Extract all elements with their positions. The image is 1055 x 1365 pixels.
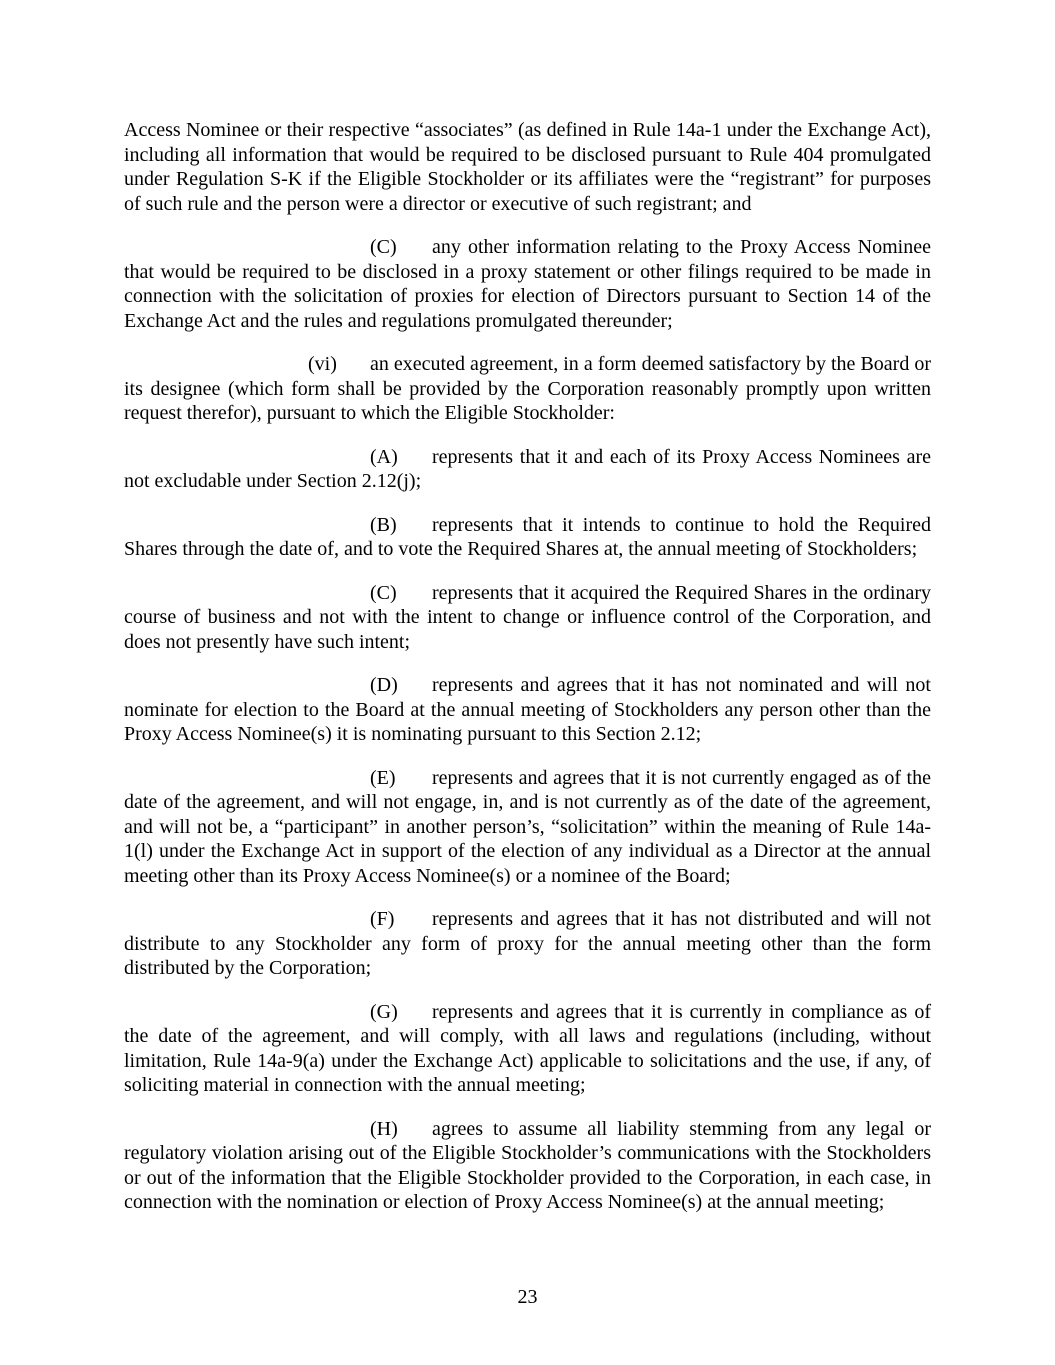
paragraph-text: Access Nominee or their respective “associates” (as defined in Rule 14a-1 under the Exchange Act), including all information that would be required to be disclosed pursuant to Rule 404 promulgated under Regulation S-K if the Eligible Stockholder or its affiliates were the “registrant” for purposes of such rule and the person were a director or executive of such registrant; and [124, 119, 931, 215]
paragraph-label: (F) [370, 908, 395, 930]
paragraph-text: represents and agrees that it has not nominated and will not nominate for election to the Board at the annual meeting of Stockholders any person other than the Proxy Access Nominee(s) it is nominating pursuant to this Section 2.12; [124, 674, 931, 745]
paragraph-item-a [124, 445, 931, 494]
paragraph-label: (B) [370, 513, 397, 536]
paragraph-label: (C) [370, 581, 397, 604]
paragraph-label: (E) [370, 766, 396, 789]
paragraph-text: an executed agreement, in a form deemed satisfactory by the Board or its designee (which form shall be provided by the Corporation reasonably promptly upon written request therefor), pursuant to which the Eligible Stockholder: [124, 353, 931, 424]
paragraph-label: (A) [370, 445, 398, 468]
paragraph-text: represents and agrees that it is currently in compliance as of the date of the agreement, and will comply, with all laws and regulations (including, without limitation, Rule 14a-9(a) under the Exchange Act) applicable to solicitations and the use, if any, of soliciting material in connection with the annual meeting; [124, 1000, 931, 1096]
paragraph-item-h [124, 1117, 931, 1215]
paragraph-label: (C) [370, 236, 397, 258]
paragraph-item-b [124, 513, 931, 562]
paragraph-label: (vi) [308, 353, 337, 375]
paragraph-text: represents that it and each of its Proxy Access Nominees are not excludable under Section 2.12(j); [124, 445, 931, 492]
paragraph-item-c1 [124, 235, 931, 333]
paragraph-item-e [124, 766, 931, 889]
paragraph-text: agrees to assume all liability stemming from any legal or regulatory violation arising out of the Eligible Stockholder’s communications with the Stockholders or out of the information that the Eligible Stockholder provided to the Corporation, in each case, in connection with the nomination or election of Proxy Access Nominee(s) at the annual meeting; [124, 1117, 931, 1213]
paragraph-continuation [124, 118, 931, 216]
paragraph-text: any other information relating to the Proxy Access Nominee that would be required to be disclosed in a proxy statement or other filings required to be made in connection with the solicitation of proxies for election of Directors pursuant to Section 14 of the Exchange Act and the rules and regulations promulgated thereunder; [124, 236, 931, 332]
paragraph-item-g [124, 1000, 931, 1098]
page-number: 23 [517, 1285, 538, 1308]
paragraph-label: (D) [370, 674, 398, 696]
paragraph-item-d [124, 673, 931, 747]
paragraph-item-f [124, 907, 931, 981]
paragraph-text: represents and agrees that it has not distributed and will not distribute to any Stockholder any form of proxy for the annual meeting other than the form distributed by the Corporation; [124, 908, 931, 979]
paragraph-label: (H) [370, 1117, 398, 1140]
paragraph-label: (G) [370, 1000, 398, 1023]
paragraph-text: represents that it intends to continue to hold the Required Shares through the date of, and to vote the Required Shares at, the annual meeting of Stockholders; [124, 513, 931, 560]
paragraph-text: represents and agrees that it is not currently engaged as of the date of the agreement, and will not engage, in, and is not currently as of the date of the agreement, and will not be, a “participant” in another person’s, “solicitation” within the meaning of Rule 14a-1(l) under the Exchange Act in support of the election of any individual as a Director at the annual meeting other than its Proxy Access Nominee(s) or a nominee of the Board; [124, 766, 931, 887]
paragraph-text: represents that it acquired the Required Shares in the ordinary course of business and not with the intent to change or influence control of the Corporation, and does not presently have such intent; [124, 581, 931, 653]
paragraph-item-vi [124, 352, 931, 426]
paragraph-item-c2 [124, 581, 931, 655]
